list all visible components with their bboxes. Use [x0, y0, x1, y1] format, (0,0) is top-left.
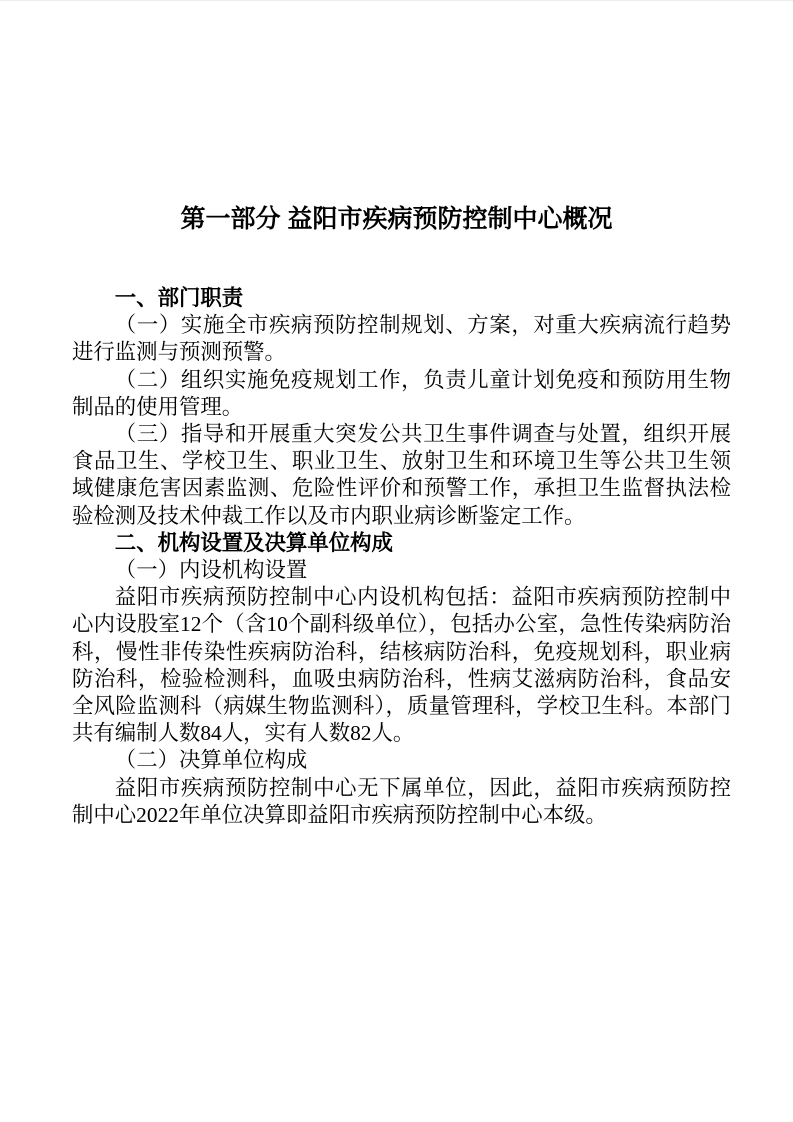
- paragraph: 益阳市疾病预防控制中心内设机构包括：益阳市疾病预防控制中心内设股室12个（含10个副科级单位），包括办公室，急性传染病防治科，慢性非传染性疾病防治科，结核病防治科，免疫规划科，职业病防治科，检验检测科，血吸虫病防治科，性病艾滋病防治科，食品安全风险监测科（病媒生物监测科），质量管理科，学校卫生科。本部门共有编制人数84人，实有人数82人。: [72, 585, 731, 746]
- section-heading: （一）内设机构设置: [114, 558, 308, 583]
- section-heading: （二）决算单位构成: [114, 748, 308, 773]
- paragraph: （一）实施全市疾病预防控制规划、方案，对重大疾病流行趋势进行监测与预测预警。: [72, 313, 731, 365]
- paragraph: （二）组织实施免疫规划工作，负责儿童计划免疫和预防用生物制品的使用管理。: [72, 367, 731, 419]
- section-heading: 一、部门职责: [114, 286, 244, 310]
- section-heading: 二、机构设置及决算单位构成: [114, 530, 393, 555]
- document-title: 第一部分 益阳市疾病预防控制中心概况: [180, 205, 613, 233]
- paragraph: 益阳市疾病预防控制中心无下属单位，因此，益阳市疾病预防控制中心2022年单位决算即益阳市疾病预防控制中心本级。: [72, 775, 731, 827]
- paragraph: （三）指导和开展重大突发公共卫生事件调查与处置，组织开展食品卫生、学校卫生、职业卫生、放射卫生和环境卫生等公共卫生领域健康危害因素监测、危险性评价和预警工作，承担卫生监督执法检验检测及技术仲裁工作以及市内职业病诊断鉴定工作。: [72, 422, 731, 528]
- page-top-edge: [0, 0, 793, 1]
- document-body: [72, 285, 731, 829]
